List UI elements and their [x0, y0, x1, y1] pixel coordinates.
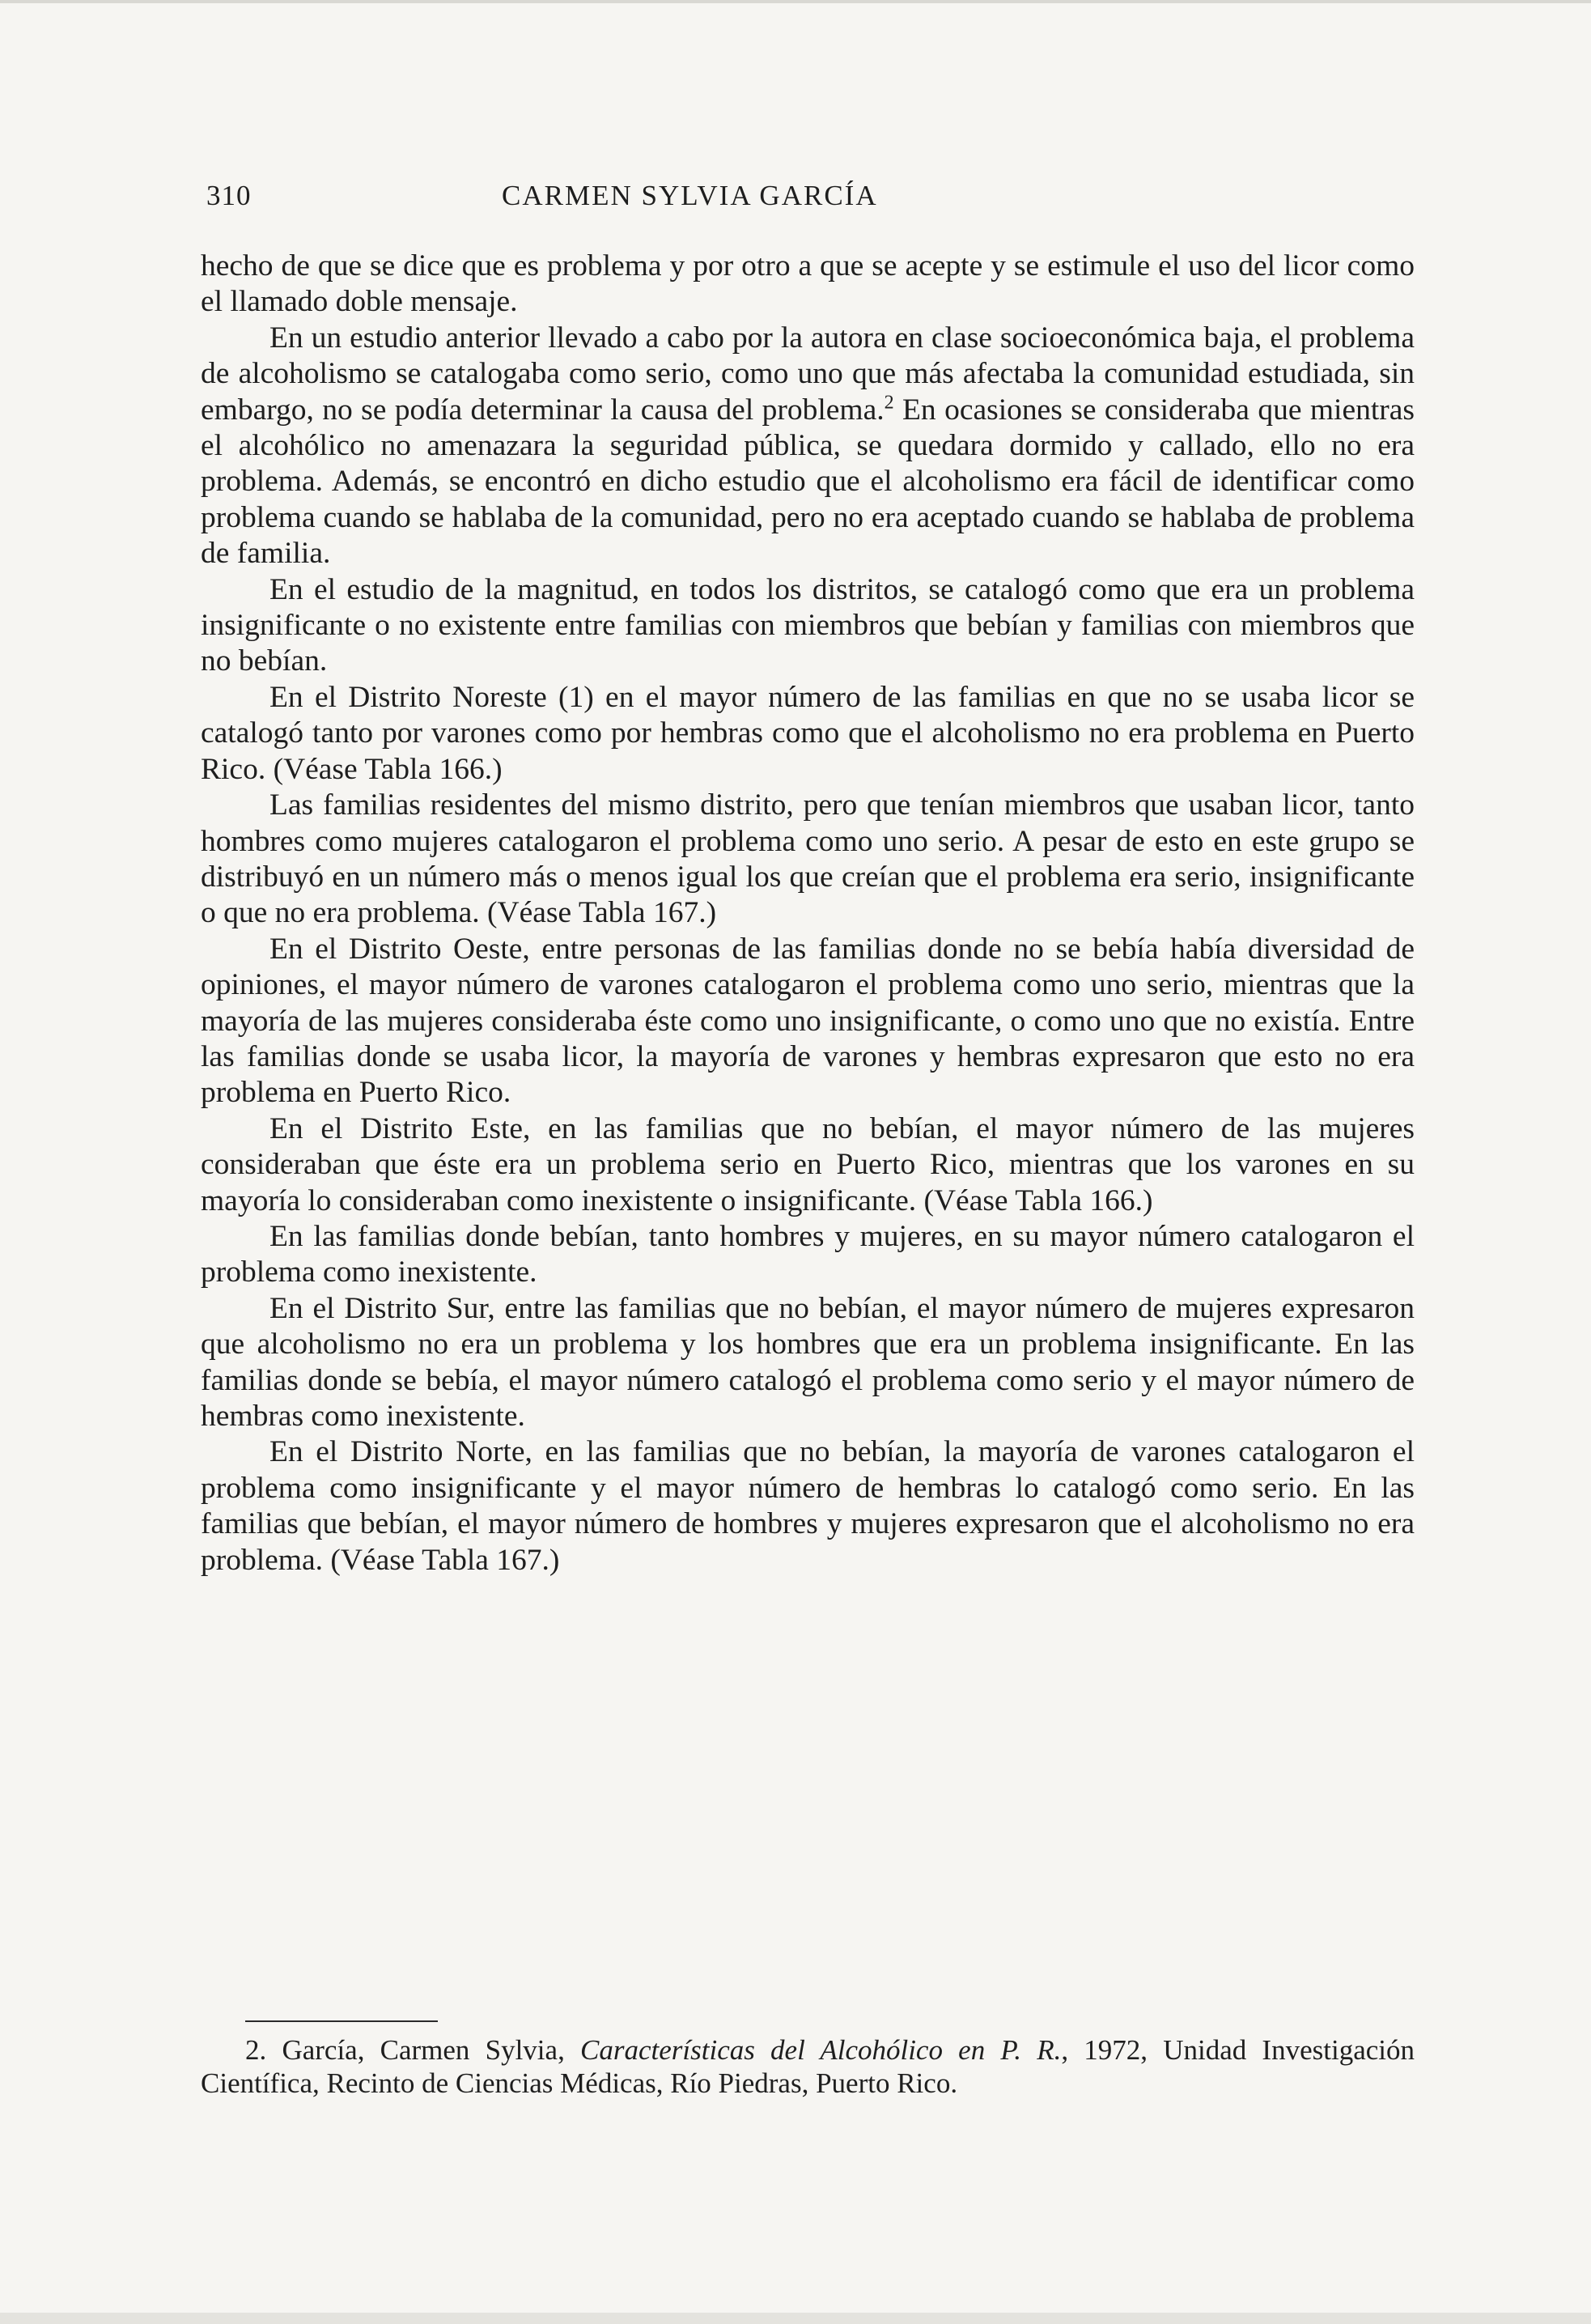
paragraph: En el Distrito Sur, entre las familias que no bebían, el mayor número de mujeres expresaron que alcoholismo no era un problema y los hombres que era un problema insignificante. En las familias donde se bebía, el mayor número catalogó el problema como serio y el mayor número de hembras como inexistente. [201, 1291, 1415, 1433]
paragraph: En el Distrito Norte, en las familias que no bebían, la mayoría de varones catalogaron el problema como insignificante y el mayor número de hembras lo catalogó como serio. En las familias que bebían, el mayor número de hombres y mujeres expresaron que el alcoholismo no era problema. (Véase Tabla 167.) [201, 1435, 1415, 1577]
paragraph: hecho de que se dice que es problema y por otro a que se acepte y se estimule el uso del licor como el llamado doble mensaje. [201, 249, 1415, 319]
footnote-lead: 2. García, Carmen Sylvia, [245, 2034, 581, 2066]
paragraph: En el Distrito Noreste (1) en el mayor número de las familias en que no se usaba licor se catalogó tanto por varones como por hembras como que el alcoholismo no era problema en Puerto Rico. (Véase Tabla 166.) [201, 680, 1415, 786]
footnote [201, 2034, 1415, 2100]
paragraph [201, 321, 1415, 572]
footnote-divider [245, 2020, 438, 2022]
paragraph: En el Distrito Este, en las familias que no bebían, el mayor número de las mujeres consideraban que éste era un problema serio en Puerto Rico, mientras que los varones en su mayoría lo consideraban como inexistente o insignificante. (Véase Tabla 166.) [201, 1111, 1415, 1217]
paragraph: Las familias residentes del mismo distrito, pero que tenían miembros que usaban licor, tanto hombres como mujeres catalogaron el problema como uno serio. A pesar de esto en este grupo se distribuyó en un número más o menos igual los que creían que el problema era serio, insignificante o que no era problema. (Véase Tabla 167.) [201, 788, 1415, 930]
paragraph: En las familias donde bebían, tanto hombres y mujeres, en su mayor número catalogaron el problema como inexistente. [201, 1219, 1415, 1289]
page-number: 310 [206, 180, 252, 211]
footnote-reference: 2 [884, 392, 894, 414]
bottom-edge-band [0, 2313, 1591, 2324]
running-head: CARMEN SYLVIA GARCÍA [502, 180, 878, 211]
body-text [201, 249, 1415, 1578]
paragraph-text: En un estudio anterior llevado a cabo por la autora en clase socioeconómica baja, el problema de alcoholismo se catalogaba como serio, como uno que más afectaba la comunidad estudiada, sin embargo, no se podía determinar la causa del problema. [201, 321, 1415, 427]
page-header [206, 180, 1420, 220]
paragraph-text: En ocasiones se consideraba que mientras el alcohólico no amenazara la seguridad pública, se quedara dormido y callado, ello no era problema. Además, se encontró en dicho estudio que el alcoholismo era fácil de identificar como problema cuando se hablaba de la comunidad, pero no era aceptado cuando se hablaba de problema de familia. [201, 393, 1415, 571]
footnote-title: Características del Alcohólico en P. R. [580, 2034, 1062, 2066]
paragraph: En el estudio de la magnitud, en todos los distritos, se catalogó como que era un problema insignificante o no existente entre familias con miembros que bebían y familias con miembros que no bebían. [201, 572, 1415, 678]
paragraph: En el Distrito Oeste, entre personas de las familias donde no se bebía había diversidad de opiniones, el mayor número de varones catalogaron el problema como uno serio, mientras que la mayoría de las mujeres consideraba éste como uno insignificante, o como uno que no existía. Entre las familias donde se usaba licor, la mayoría de varones y hembras expresaron que esto no era problema en Puerto Rico. [201, 932, 1415, 1110]
footnote-rest: , 1972, Unidad Investigación Científica, Recinto de Ciencias Médicas, Río Piedras, Puerto Rico. [201, 2034, 1415, 2099]
top-edge-rule [0, 0, 1591, 3]
